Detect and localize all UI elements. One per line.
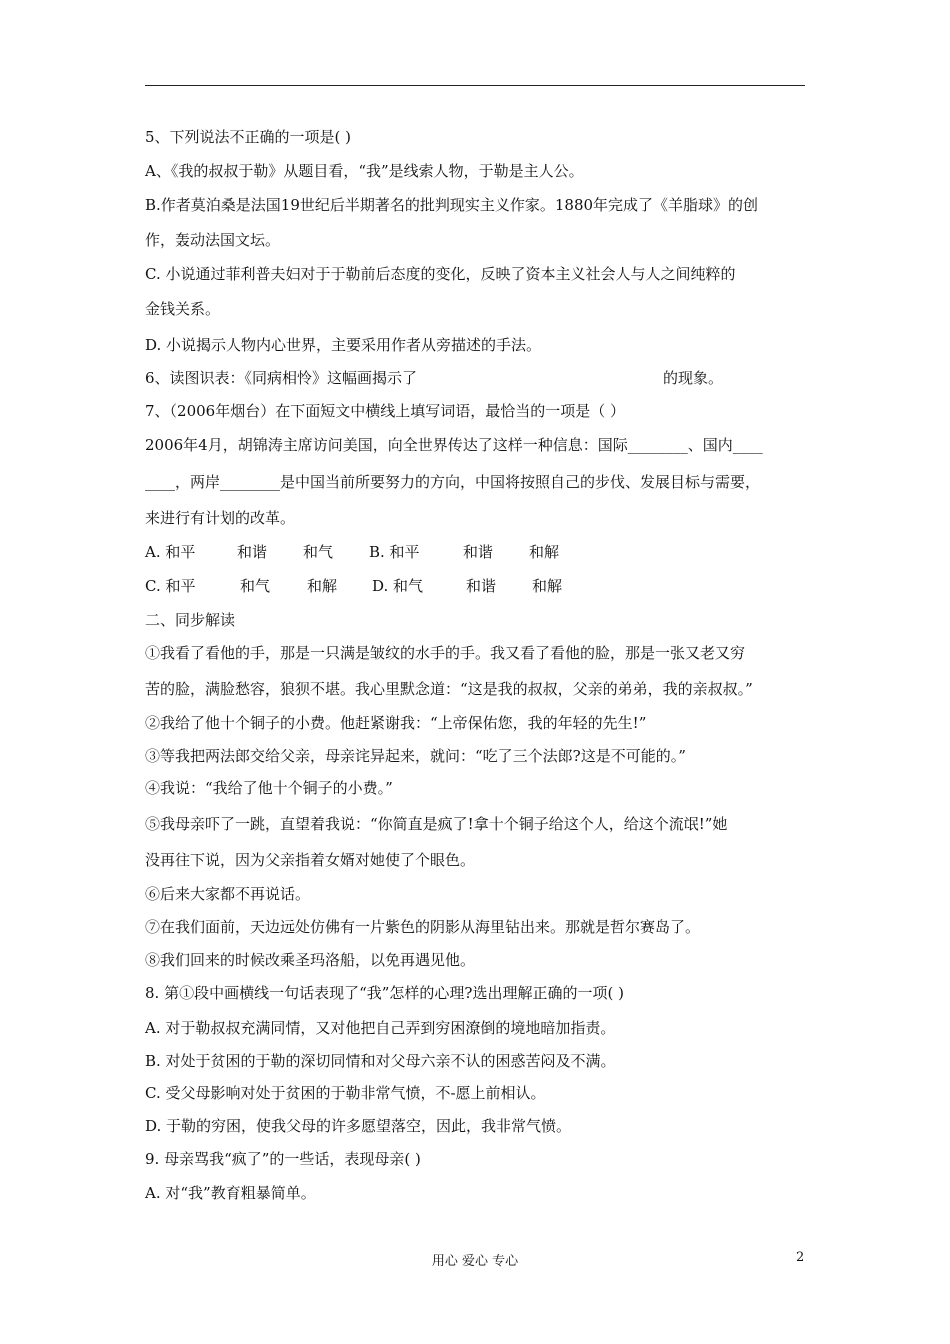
q5-option-d: D. 小说揭示人物内心世界，主要采用作者从旁描述的手法。 bbox=[145, 336, 542, 354]
q5-option-b-line1: B.作者莫泊桑是法国19世纪后半期著名的批判现实主义作家。1880年完成了《羊脂球》的创 bbox=[145, 196, 759, 214]
q7-option-d-label: D. 和气 bbox=[372, 577, 424, 595]
q6-prefix: 6、读图识表：《同病相怜》这幅画揭示了 bbox=[145, 369, 418, 387]
passage-p7: ⑦在我们面前，天边远处仿佛有一片紫色的阴影从海里钻出来。那就是哲尔赛岛了。 bbox=[145, 918, 701, 936]
q6-suffix: 的现象。 bbox=[663, 369, 724, 387]
q7-option-c-label: C. 和平 bbox=[145, 577, 196, 595]
q7-stem: 7、（2006年烟台）在下面短文中横线上填写词语，最恰当的一项是（ ） bbox=[145, 402, 625, 420]
passage-p1-line2: 苦的脸，满脸愁容，狼狈不堪。我心里默念道：“这是我的叔叔，父亲的弟弟，我的亲叔叔。” bbox=[145, 680, 753, 698]
passage-p6: ⑥后来大家都不再说话。 bbox=[145, 885, 311, 903]
q7-option-b-label: B. 和平 bbox=[369, 543, 420, 561]
page-number: 2 bbox=[796, 1250, 805, 1265]
q7-option-d-word3: 和解 bbox=[532, 577, 563, 595]
passage-p4: ④我说：“我给了他十个铜子的小费。” bbox=[145, 779, 393, 797]
q8-option-a: A. 对于勒叔叔充满同情，又对他把自己弄到穷困潦倒的境地暗加指责。 bbox=[145, 1019, 616, 1037]
q7-option-a-word3: 和气 bbox=[303, 543, 334, 561]
q7-paragraph-line1: 2006年4月，胡锦涛主席访问美国，向全世界传达了这样一种信息：国际________、国内____ bbox=[145, 436, 763, 454]
passage-p1-line1: ①我看了看他的手，那是一只满是皱纹的水手的手。我又看了看他的脸，那是一张又老又穷 bbox=[145, 644, 746, 662]
passage-p8: ⑧我们回来的时候改乘圣玛洛船，以免再遇见他。 bbox=[145, 951, 476, 969]
q5-option-a: A、《我的叔叔于勒》从题目看，“我”是线索人物，于勒是主人公。 bbox=[145, 162, 584, 180]
q7-option-d-word2: 和谐 bbox=[466, 577, 497, 595]
passage-p5-line2: 没再往下说，因为父亲指着女婿对她使了个眼色。 bbox=[145, 851, 476, 869]
footer-motto: 用心 爱心 专心 bbox=[431, 1254, 519, 1269]
section-2-heading: 二、同步解读 bbox=[145, 611, 236, 629]
passage-p5-line1: ⑤我母亲吓了一跳，直望着我说：“你简直是疯了!拿十个铜子给这个人，给这个流氓!”她 bbox=[145, 815, 728, 833]
q7-paragraph-line2: ____，两岸________是中国当前所要努力的方向，中国将按照自己的步伐、发展目标与需要， bbox=[145, 473, 761, 491]
q5-stem: 5、下列说法不正确的一项是( ) bbox=[145, 128, 352, 146]
q7-option-b-word2: 和谐 bbox=[463, 543, 494, 561]
q8-stem: 8. 第①段中画横线一句话表现了“我”怎样的心理?选出理解正确的一项( ) bbox=[145, 984, 624, 1002]
q9-stem: 9. 母亲骂我“疯了”的一些话，表现母亲( ) bbox=[145, 1150, 421, 1168]
q8-option-b: B. 对处于贫困的于勒的深切同情和对父母六亲不认的困惑苦闷及不满。 bbox=[145, 1052, 616, 1070]
header-rule bbox=[145, 85, 805, 86]
q7-option-a-word2: 和谐 bbox=[237, 543, 268, 561]
q9-option-a: A. 对“我”教育粗暴简单。 bbox=[145, 1184, 316, 1202]
passage-p2: ②我给了他十个铜子的小费。他赶紧谢我：“上帝保佑您，我的年轻的先生!” bbox=[145, 714, 647, 732]
q5-option-c-line2: 金钱关系。 bbox=[145, 300, 221, 318]
q8-option-c: C. 受父母影响对处于贫困的于勒非常气愤，不-愿上前相认。 bbox=[145, 1084, 546, 1102]
q8-option-d: D. 于勒的穷困，使我父母的许多愿望落空，因此，我非常气愤。 bbox=[145, 1117, 572, 1135]
q7-option-b-word3: 和解 bbox=[529, 543, 560, 561]
q5-option-b-line2: 作，轰动法国文坛。 bbox=[145, 231, 281, 249]
q5-option-c-line1: C. 小说通过菲利普夫妇对于于勒前后态度的变化，反映了资本主义社会人与人之间纯粹的 bbox=[145, 265, 736, 283]
q7-option-c-word3: 和解 bbox=[307, 577, 338, 595]
passage-p3: ③等我把两法郎交给父亲，母亲诧异起来，就问：“吃了三个法郎?这是不可能的。” bbox=[145, 747, 686, 765]
q7-paragraph-line3: 来进行有计划的改革。 bbox=[145, 509, 296, 527]
q7-option-c-word2: 和气 bbox=[240, 577, 271, 595]
q7-option-a-label: A. 和平 bbox=[145, 543, 196, 561]
